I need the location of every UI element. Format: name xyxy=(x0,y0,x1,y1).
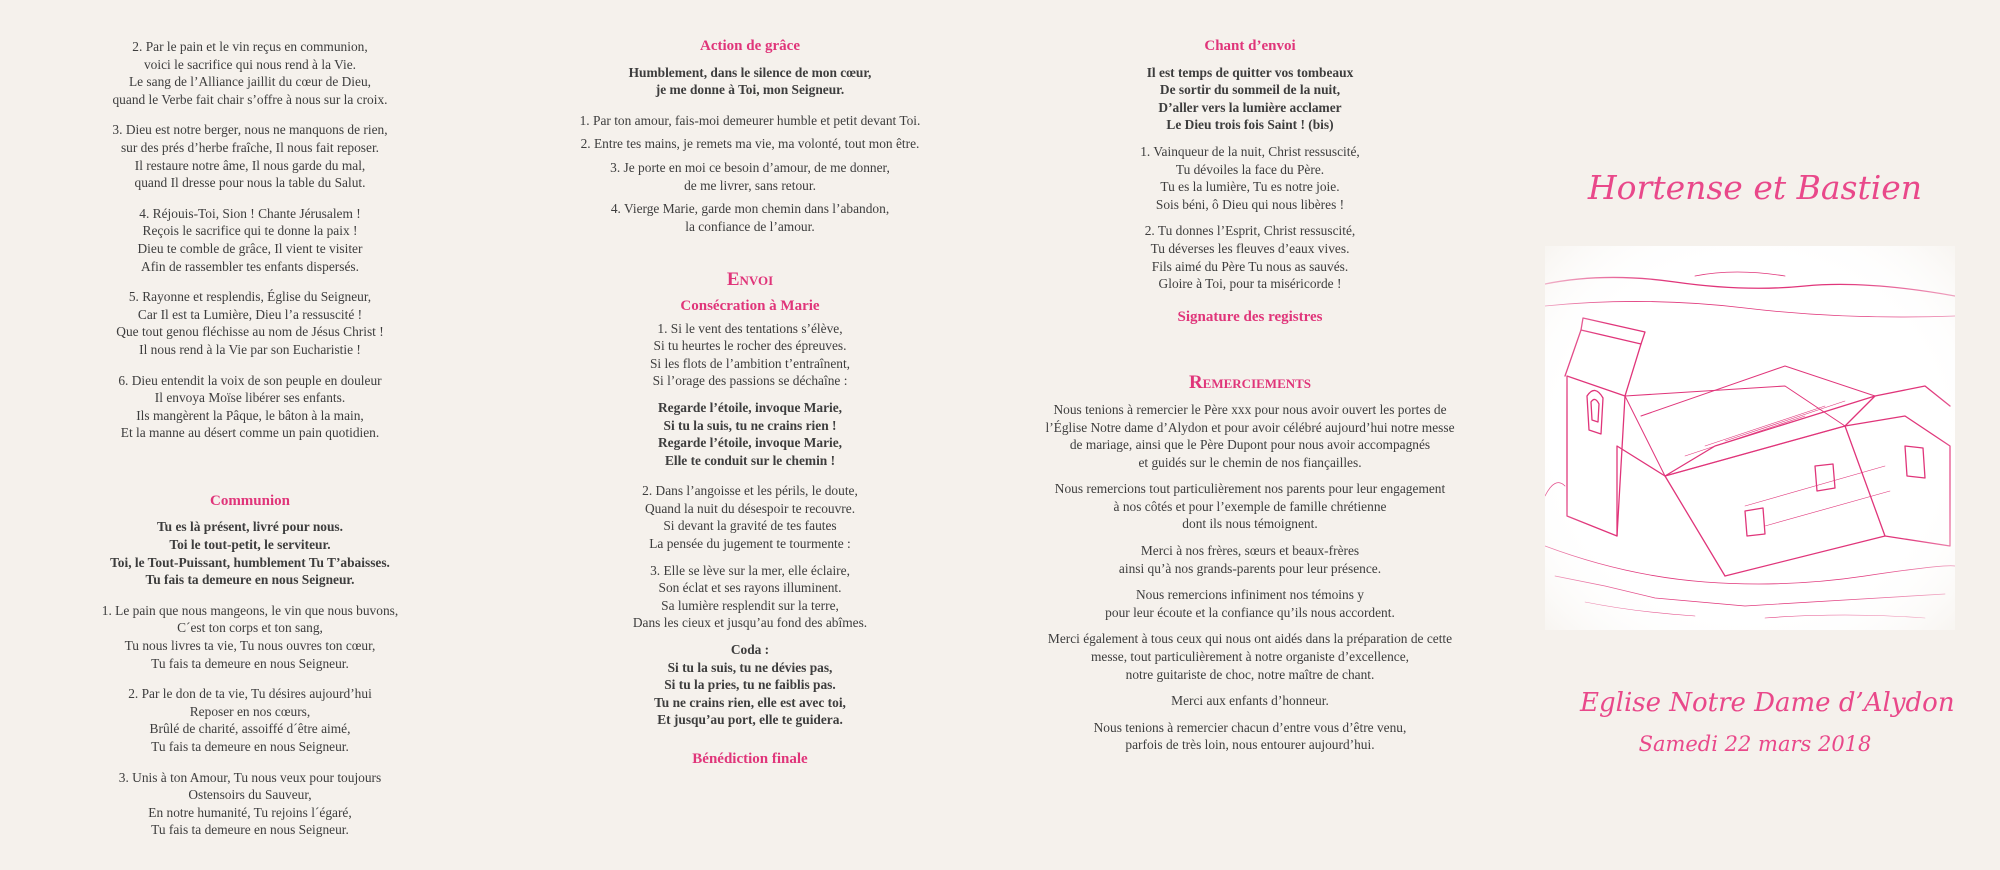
verse: 2. Tu donnes l’Esprit, Christ ressuscité, Tu déverses les fleuves d’eaux vives. Fils aimé du Père Tu nous as sauvés. Gloire à Toi, pour ta miséricorde ! xyxy=(1144,223,1356,292)
envoi-title: Envoi xyxy=(726,269,774,291)
column-3 xyxy=(1010,38,1490,767)
verse: 1. Par ton amour, fais-moi demeurer humble et petit devant Toi. xyxy=(579,112,921,128)
verse: 1. Le pain que nous mangeons, le vin que nous buvons, C´est ton corps et ton sang, Tu nous livres ta vie, Tu nous ouvres ton cœur, Tu fais ta demeure en nous Seigneur. xyxy=(101,602,399,671)
communion-title: Communion xyxy=(209,492,291,509)
verse: 3. Dieu est notre berger, nous ne manquons de rien, sur des prés d’herbe fraîche, Il nous fait reposer. Il restaure notre âme, Il nous garde du mal, quand Il dresse pour nous la table du Salut. xyxy=(112,122,388,191)
thanks-paragraph: Merci aux enfants d’honneur. xyxy=(1171,693,1329,709)
verse: 3. Elle se lève sur la mer, elle éclaire, Son éclat et ses rayons illuminent. Sa lumière resplendit sur la terre, Dans les cieux et jusqu’au fond des abîmes. xyxy=(632,562,868,631)
thanks-paragraph: Nous tenions à remercier chacun d’entre vous d’être venu, parfois de très loin, nous entourer aujourd’hui. xyxy=(1093,719,1407,753)
verse: 1. Si le vent des tentations s’élève, Si tu heurtes le rocher des épreuves. Si les flots de l’ambition t’entraînent, Si l’orage des passions se déchaîne : xyxy=(649,320,851,389)
church-name: Eglise Notre Dame d’Alydon xyxy=(1580,688,1955,718)
benediction-title: Bénédiction finale xyxy=(692,751,808,767)
remerciements-title: Remerciements xyxy=(1188,372,1312,394)
grace-refrain: Humblement, dans le silence de mon cœur, je me donne à Toi, mon Seigneur. xyxy=(628,64,872,98)
marie-refrain: Regarde l’étoile, invoque Marie, Si tu la suis, tu ne crains rien ! Regarde l’étoile, invoque Marie, Elle te conduit sur le chemin ! xyxy=(657,399,843,468)
coda: Coda : Si tu la suis, tu ne dévies pas, Si tu la pries, tu ne faiblis pas. Tu ne crains rien, elle est avec toi, Et jusqu’au port, elle te guidera. xyxy=(654,642,846,728)
church-sketch xyxy=(1545,246,1955,630)
column-2 xyxy=(520,38,980,777)
verse: 2. Par le pain et le vin reçus en communion, voici le sacrifice qui nous rend à la Vie. Le sang de l’Alliance jaillit du cœur de Dieu, quand le Verbe fait chair s’offre à nous sur la croix. xyxy=(112,39,388,107)
verse: 4. Vierge Marie, garde mon chemin dans l’abandon, la confiance de l’amour. xyxy=(610,201,890,234)
wedding-date: Samedi 22 mars 2018 xyxy=(1638,732,1872,756)
thanks-paragraph: Nous remercions tout particulièrement nos parents pour leur engagement à nos côtés et pour l’exemple de famille chrétienne dont ils nous témoignent. xyxy=(1054,481,1446,532)
marie-title: Consécration à Marie xyxy=(680,297,820,314)
thanks-paragraph: Nous remercions infiniment nos témoins y pour leur écoute et la confiance qu’ils nous accordent. xyxy=(1105,587,1395,620)
thanks-paragraph: Merci également à tous ceux qui nous ont aidés dans la préparation de cette messe, tout particulièrement à notre organiste d’excellence, notre guitariste de choc, notre maître de chant. xyxy=(1047,631,1453,682)
column-1 xyxy=(50,38,450,852)
verse: 2. Dans l’angoisse et les périls, le doute, Quand la nuit du désespoir te recouvre. Si devant la gravité de tes fautes La pensée du jugement te tourmente : xyxy=(642,483,858,552)
chant-title: Chant d’envoi xyxy=(1204,38,1296,54)
verse: 2. Par le don de ta vie, Tu désires aujourd’hui Reposer en nos cœurs, Brûlé de charité, assoiffé d´être aimé, Tu fais ta demeure en nous Seigneur. xyxy=(128,686,372,754)
communion-refrain: Tu es là présent, livré pour nous. Toi le tout-petit, le serviteur. Toi, le Tout-Puissant, humblement Tu T’abaisses. Tu fais ta demeure en nous Seigneur. xyxy=(110,519,390,588)
verse: 4. Réjouis-Toi, Sion ! Chante Jérusalem ! Reçois le sacrifice qui te donne la paix ! Dieu te comble de grâce, Il vient te visiter Afin de rassembler tes enfants dispersés. xyxy=(137,205,363,274)
couple-names: Hortense et Bastien xyxy=(1587,168,1923,207)
thanks-paragraph: Nous tenions à remercier le Père xxx pour nous avoir ouvert les portes de l’Église Notre dame d’Alydon et pour avoir célébré aujourd’hui notre messe de mariage, ainsi que le Père Dupont pour nous avoir accompagnés et guidés sur le chemin de nos fiançailles. xyxy=(1045,401,1455,470)
signature-title: Signature des registres xyxy=(1177,308,1323,325)
thanks-paragraph: Merci à nos frères, sœurs et beaux-frères ainsi qu’à nos grands-parents pour leur présence. xyxy=(1118,543,1382,576)
chant-refrain: Il est temps de quitter vos tombeaux De sortir du sommeil de la nuit, D’aller vers la lumière acclamer Le Dieu trois fois Saint ! (bis) xyxy=(1146,64,1354,133)
verse: 3. Je porte en moi ce besoin d’amour, de me donner, de me livrer, sans retour. xyxy=(610,159,890,193)
grace-title: Action de grâce xyxy=(700,38,800,54)
verse: 3. Unis à ton Amour, Tu nous veux pour toujours Ostensoirs du Sauveur, En notre humanité, Tu rejoins l´égaré, Tu fais ta demeure en nous Seigneur. xyxy=(118,769,382,838)
verse: 6. Dieu entendit la voix de son peuple en douleur Il envoya Moïse libérer ses enfants. Ils mangèrent la Pâque, le bâton à la main, Et la manne au désert comme un pain quotidien. xyxy=(118,372,382,441)
verse: 1. Vainqueur de la nuit, Christ ressuscité, Tu dévoiles la face du Père. Tu es la lumière, Tu es notre joie. Sois béni, ô Dieu qui nous libères ! xyxy=(1140,143,1360,212)
verses-top xyxy=(50,38,450,442)
verse: 5. Rayonne et resplendis, Église du Seigneur, Car Il est ta Lumière, Dieu l’a ressuscité ! Que tout genou fléchisse au nom de Jésus Christ ! Il nous rend à la Vie par son Eucharistie ! xyxy=(116,289,384,357)
verse: 2. Entre tes mains, je remets ma vie, ma volonté, tout mon être. xyxy=(580,136,920,152)
